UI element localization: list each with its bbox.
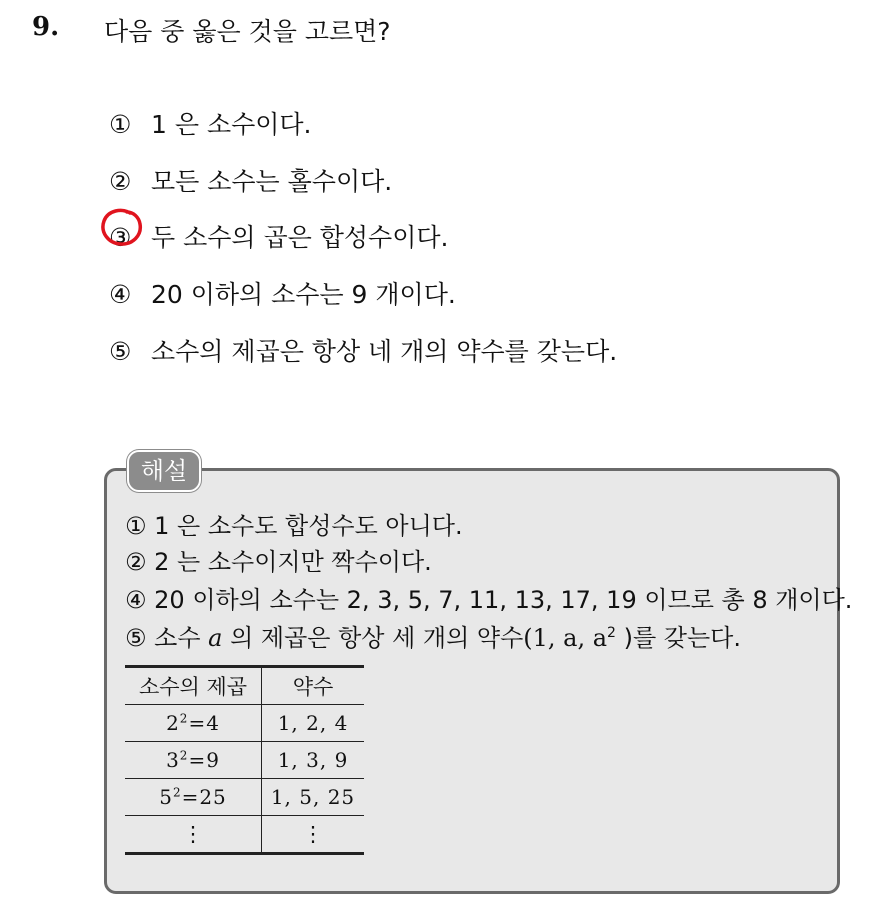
choice-text: 모든 소수는 홀수이다. [151, 167, 393, 196]
choice-number: ① [109, 110, 132, 139]
choice-number: ④ [109, 280, 132, 309]
line5-variable: a [208, 624, 223, 652]
explanation-line-4: ④ 20 이하의 소수는 2, 3, 5, 7, 11, 13, 17, 19 이므로 총 8 개이다. [125, 586, 853, 614]
explanation-line-5 [125, 618, 741, 653]
choice-4[interactable] [109, 275, 456, 311]
question-number: 9. [32, 12, 60, 42]
choice-text: 20 이하의 소수는 9 개이다. [151, 280, 456, 309]
explanation-tag: 해설 [127, 450, 201, 492]
table-header-square: 소수의 제곱 [125, 667, 262, 705]
table-row-ellipsis [125, 816, 364, 854]
choice-number: ⑤ [109, 337, 132, 366]
table-cell-square: $5^2=25$ [125, 779, 262, 816]
line5-middle: 의 제곱은 항상 세 개의 약수 [230, 624, 524, 652]
choice-text: 소수의 제곱은 항상 네 개의 약수를 갖는다. [151, 337, 618, 366]
line5-suffix: )를 갖는다. [623, 624, 741, 652]
table-cell-square: $3^2=9$ [125, 742, 262, 779]
table-header-divisors: 약수 [262, 667, 365, 705]
choice-5[interactable] [109, 332, 617, 368]
table-cell-divisors: 1, 2, 4 [262, 705, 365, 742]
choice-1[interactable] [109, 105, 312, 141]
line5-exponent: 2 [607, 625, 616, 641]
answer-circle-mark [100, 207, 144, 247]
question-text: 다음 중 옳은 것을 고르면? [104, 17, 391, 46]
table-row [125, 779, 364, 816]
line5-prefix: ⑤ 소수 [125, 624, 201, 652]
table-ellipsis: ⋮ [262, 816, 365, 854]
table-row [125, 705, 364, 742]
explanation-line-1: ① 1 은 소수도 합성수도 아니다. [125, 512, 463, 540]
table-row [125, 742, 364, 779]
table-ellipsis: ⋮ [125, 816, 262, 854]
choice-number: ③ [109, 223, 132, 252]
choice-text: 1 은 소수이다. [151, 110, 312, 139]
table-cell-divisors: 1, 3, 9 [262, 742, 365, 779]
choice-3[interactable] [109, 218, 448, 254]
line5-divisors: (1, a, a [523, 624, 608, 652]
choice-number: ② [109, 167, 132, 196]
choice-text: 두 소수의 곱은 합성수이다. [151, 223, 449, 252]
table-cell-square: $2^2=4$ [125, 705, 262, 742]
choice-2[interactable] [109, 162, 392, 198]
table-cell-divisors: 1, 5, 25 [262, 779, 365, 816]
prime-square-divisor-table [125, 665, 364, 855]
explanation-line-2: ② 2 는 소수이지만 짝수이다. [125, 548, 432, 576]
